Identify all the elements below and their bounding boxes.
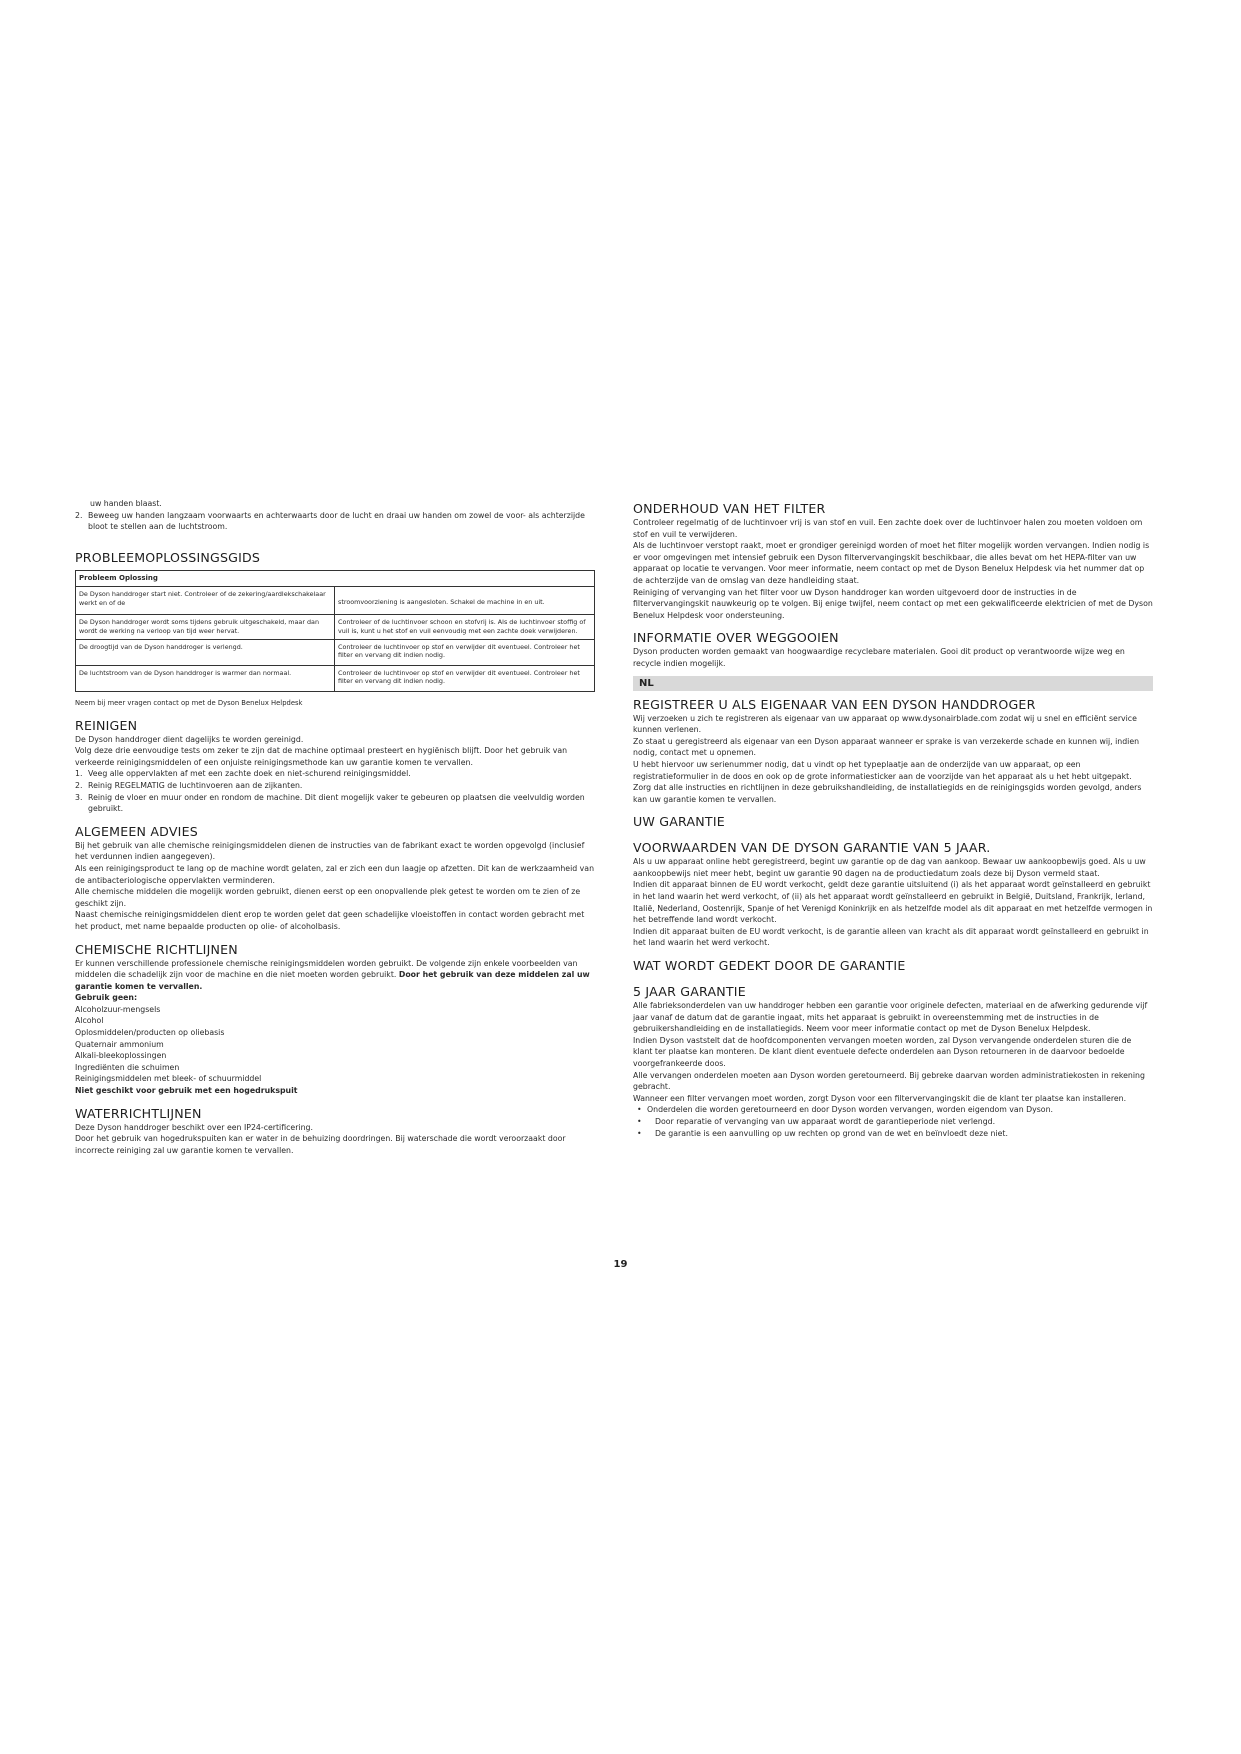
covered-heading: WAT WORDT GEDEKT DOOR DE GARANTIE bbox=[633, 958, 906, 974]
list-text: Reinig de vloer en muur onder en rondom de machine. Dit dient mogelijk vaker te gebeuren op plaatsen die veelvuldig worden gebruikt. bbox=[88, 792, 585, 814]
right-column bbox=[633, 501, 1153, 1139]
register-paragraph: Zo staat u geregistreerd als eigenaar van een Dyson apparaat wanneer er sprake is van verzekerde schade en kunnen wij, indien nodig, contact met u opnemen. bbox=[633, 736, 1140, 758]
advice-paragraph: Bij het gebruik van alle chemische reinigingsmiddelen dienen de instructies van de fabrikant exact te worden opgevolgd (inclusief het verdunnen indien aangegeven). bbox=[75, 840, 585, 862]
five-year-paragraph: Alle vervangen onderdelen moeten aan Dyson worden geretourneerd. Bij gebreke daarvan worden administratiekosten in rekening gebracht. bbox=[633, 1070, 1145, 1092]
register-paragraph: Zorg dat alle instructies en richtlijnen in deze gebruikshandleiding, de installatiegids en de reinigingsgids worden gevolgd, anders kan uw garantie komen te vervallen. bbox=[633, 783, 1142, 804]
five-year-paragraph: Alle fabrieksonderdelen van uw handdroger hebben een garantie voor originele defecten, materiaal en de afwerking gedurende vijf jaar vanaf de datum dat de garantie ingaat, mits het apparaat is gebruikt in overeenstemming met de instructies in de gebruikershandleiding en de installatiegids. Neem voor meer informatie contact op met de Dyson Benelux Helpdesk. bbox=[633, 1001, 1148, 1034]
filter-paragraph: Als de luchtinvoer verstopt raakt, moet er grondiger gereinigd worden of moet het filter mogelijk worden vervangen. Indien nodig is er voor omgevingen met intensief gebruik een Dyson filtervervangingskit beschikbaar, die alles bevat om het HEPA-filter van uw apparaat op locatie te vervangen. Voor meer informatie, neem contact op met de Dyson Benelux Helpdesk via het nummer dat op de achterzijde van de omslag van deze handleiding staat. bbox=[633, 541, 1150, 585]
list-item bbox=[633, 1128, 1153, 1140]
intro-continuation: uw handen blaast. bbox=[90, 499, 162, 508]
list-number: 2. bbox=[75, 780, 83, 790]
disposal-paragraph: Dyson producten worden gemaakt van hoogwaardige recyclebare materialen. Gooi dit product op verantwoorde wijze weg en recycle indien mogelijk. bbox=[633, 647, 1125, 668]
terms-heading: VOORWAARDEN VAN DE DYSON GARANTIE VAN 5 JAAR. bbox=[633, 840, 991, 856]
advice-paragraph: Alle chemische middelen die mogelijk worden gebruikt, dienen eerst op een onopvallende plek getest te worden om te zien of ze geschikt zijn. bbox=[75, 887, 581, 908]
table-cell-solution: stroomvoorziening is aangesloten. Schakel de machine in en uit. bbox=[335, 587, 595, 615]
table-cell-solution: Controleer de luchtinvoer op stof en verwijder dit eventueel. Controleer het filter en vervang dit indien nodig. bbox=[335, 640, 595, 666]
advice-paragraph: Naast chemische reinigingsmiddelen dient erop te worden gelet dat geen schadelijke vloeistoffen in contact worden gebracht met het product, met name bepaalde producten op olie- of alcoholbasis. bbox=[75, 910, 585, 931]
water-paragraph: Door het gebruik van hogedrukspuiten kan er water in de behuizing doordringen. Bij waterschade die wordt veroorzaakt door incorrecte reiniging zal uw garantie komen te vervallen. bbox=[75, 1134, 566, 1155]
list-item bbox=[633, 1104, 1153, 1116]
list-number: 1. bbox=[75, 769, 83, 779]
list-item bbox=[75, 768, 597, 780]
troubleshooting-heading: PROBLEEMOPLOSSINGSGIDS bbox=[75, 549, 261, 565]
table-cell-solution: Controleer of de luchtinvoer schoon en stofvrij is. Als de luchtinvoer stoffig of vuil is, kunt u het stof en vuil eenvoudig met een zachte doek verwijderen. bbox=[335, 615, 595, 640]
language-tag: NL bbox=[633, 676, 1153, 691]
table-cell-problem: De Dyson handdroger start niet. Controleer of de zekering/aardlekschakelaar werkt en of de bbox=[76, 587, 335, 615]
table-row bbox=[76, 615, 595, 640]
list-item: Reinigingsmiddelen met bleek- of schuurmiddel bbox=[75, 1074, 262, 1084]
left-column bbox=[75, 498, 597, 1156]
bullet-icon: • bbox=[637, 1128, 642, 1138]
bullet-icon: • bbox=[637, 1105, 642, 1115]
advice-heading: ALGEMEEN ADVIES bbox=[75, 823, 198, 839]
bullet-icon: • bbox=[637, 1116, 642, 1126]
terms-paragraph: Indien dit apparaat binnen de EU wordt verkocht, geldt deze garantie uitsluitend (i) als het apparaat wordt geïnstalleerd en gebruikt in het land waarin het werd verkocht, of (ii) als het apparaat wordt geïnstalleerd en gebruikt in België, Duitsland, Frankrijk, Ierland, Italië, Nederland, Oostenrijk, Spanje of het Verenigd Koninkrijk en als hetzelfde model als dit apparaat en met hetzelfde vermogen in het betreffende land wordt verkocht. bbox=[633, 880, 1153, 925]
table-cell-problem: De Dyson handdroger wordt soms tijdens gebruik uitgeschakeld, maar dan wordt de werking na verloop van tijd weer hervat. bbox=[76, 615, 335, 640]
list-item: Alkali-bleekoplossingen bbox=[75, 1051, 167, 1061]
cleaning-paragraph: Volg deze drie eenvoudige tests om zeker te zijn dat de machine optimaal presteert en hygiënisch blijft. Door het gebruik van verkeerde reinigingsmiddelen of een onjuiste reinigingsmethode kan uw garantie komen te vervallen. bbox=[75, 746, 568, 767]
chemical-heading: CHEMISCHE RICHTLIJNEN bbox=[75, 941, 238, 957]
filter-paragraph: Controleer regelmatig of de luchtinvoer vrij is van stof en vuil. Een zachte doek over de luchtinvoer halen zou moeten voldoen om stof en vuil te verwijderen. bbox=[633, 518, 1143, 539]
chemical-last-note: Niet geschikt voor gebruik met een hogedrukspuit bbox=[75, 1086, 298, 1096]
chemical-dont-label: Gebruik geen: bbox=[75, 993, 138, 1003]
warranty-heading: UW GARANTIE bbox=[633, 814, 725, 830]
table-cell-solution: Controleer de luchtinvoer op stof en verwijder dit eventueel. Controleer het filter en vervang dit indien nodig. bbox=[335, 666, 595, 692]
list-item: Oplosmiddelen/producten op oliebasis bbox=[75, 1028, 225, 1038]
water-paragraph: Deze Dyson handdroger beschikt over een IP24-certificering. bbox=[75, 1122, 313, 1132]
table-row bbox=[76, 640, 595, 666]
terms-paragraph: Indien dit apparaat buiten de EU wordt verkocht, is de garantie alleen van kracht als dit apparaat wordt geïnstalleerd en gebruikt in het land waarin het werd verkocht. bbox=[633, 926, 1149, 948]
filter-paragraph: Reiniging of vervanging van het filter voor uw Dyson handdroger kan worden uitgevoerd door de instructies in de filtervervangingskit nauwkeurig op te volgen. Bij enige twijfel, neem contact op met een gekwalificeerde elektricien of met de Dyson Benelux Helpdesk voor ondersteuning. bbox=[633, 587, 1153, 620]
table-note: Neem bij meer vragen contact op met de Dyson Benelux Helpdesk bbox=[75, 699, 303, 707]
list-text: De garantie is een aanvulling op uw rechten op grond van de wet en beïnvloedt deze niet. bbox=[655, 1128, 1008, 1138]
filter-heading: ONDERHOUD VAN HET FILTER bbox=[633, 501, 826, 516]
five-year-paragraph: Wanneer een filter vervangen moet worden, zorgt Dyson voor een filtervervangingskit die de klant ter plaatse kan installeren. bbox=[633, 1093, 1127, 1103]
list-text: Veeg alle oppervlakten af met een zachte doek en niet-schurend reinigingsmiddel. bbox=[88, 769, 411, 779]
list-item bbox=[633, 1116, 1153, 1128]
table-cell-problem: De droogtijd van de Dyson handdroger is verlengd. bbox=[76, 640, 335, 666]
list-text: Onderdelen die worden geretourneerd en door Dyson worden vervangen, worden eigendom van Dyson. bbox=[647, 1105, 1053, 1115]
terms-paragraph: Als u uw apparaat online hebt geregistreerd, begint uw garantie op de dag van aankoop. Bewaar uw aankoopbewijs goed. Als u uw aankoopbewijs niet meer hebt, begint uw garantie 90 dagen na de productiedatum zoals deze bij Dyson vermeld staat. bbox=[633, 857, 1146, 878]
list-item: Alcoholzuur-mengsels bbox=[75, 1004, 161, 1014]
register-paragraph: U hebt hiervoor uw serienummer nodig, dat u vindt op het typeplaatje aan de onderzijde van uw apparaat, op een registratieformulier in de doos en ook op de grote informatiesticker aan de voorzijde van het apparaat als u het hebt uitgepakt. bbox=[633, 759, 1132, 781]
register-paragraph: Wij verzoeken u zich te registreren als eigenaar van uw apparaat op www.dysonairblade.com zodat wij u snel en efficiënt service kunnen verlenen. bbox=[633, 713, 1137, 735]
list-item bbox=[75, 510, 597, 533]
list-text: Reinig REGELMATIG de luchtinvoeren aan de zijkanten. bbox=[88, 780, 303, 790]
chemical-warning: Door het gebruik van deze middelen zal uw garantie komen te vervallen. bbox=[75, 970, 590, 991]
list-text: Door reparatie of vervanging van uw apparaat wordt de garantieperiode niet verlengd. bbox=[655, 1116, 996, 1126]
list-item: Ingrediënten die schuimen bbox=[75, 1062, 180, 1072]
list-item bbox=[75, 792, 597, 815]
five-year-heading: 5 JAAR GARANTIE bbox=[633, 984, 746, 1000]
table-row bbox=[76, 666, 595, 692]
register-heading: REGISTREER U ALS EIGENAAR VAN EEN DYSON HANDDROGER bbox=[633, 696, 1036, 712]
table-cell-problem: De luchtstroom van de Dyson handdroger is warmer dan normaal. bbox=[76, 666, 335, 692]
list-text: Beweeg uw handen langzaam voorwaarts en achterwaarts door de lucht en draai uw handen om zowel de voor- als achterzijde bloot te stellen aan de luchtstroom. bbox=[88, 510, 585, 532]
table-header: Probleem Oplossing bbox=[76, 570, 595, 586]
intro-list bbox=[75, 510, 597, 533]
warranty-bullet-list bbox=[633, 1104, 1153, 1139]
page-number: 19 bbox=[613, 1259, 628, 1270]
cleaning-list bbox=[75, 768, 597, 814]
list-item bbox=[75, 780, 597, 792]
list-item: Quaternair ammonium bbox=[75, 1039, 164, 1049]
disposal-heading: INFORMATIE OVER WEGGOOIEN bbox=[633, 630, 839, 646]
table-row bbox=[76, 587, 595, 615]
cleaning-paragraph: De Dyson handdroger dient dagelijks te worden gereinigd. bbox=[75, 734, 304, 744]
cleaning-heading: REINIGEN bbox=[75, 717, 138, 733]
list-number: 3. bbox=[75, 792, 83, 802]
five-year-paragraph: Indien Dyson vaststelt dat de hoofdcomponenten vervangen moeten worden, zal Dyson vervangende onderdelen sturen die de klant ter plaatse kan monteren. De klant dient eventuele defecte onderdelen aan Dyson retourneren in de daarvoor bedoelde voorgefrankeerde doos. bbox=[633, 1035, 1132, 1068]
advice-paragraph: Als een reinigingsproduct te lang op de machine wordt gelaten, zal er zich een dun laagje op afzetten. Dit kan de werkzaamheid van de antibacteriologische oppervlakten verminderen. bbox=[75, 863, 595, 885]
chemical-paragraph bbox=[75, 958, 597, 993]
water-heading: WATERRICHTLIJNEN bbox=[75, 1105, 202, 1121]
chemical-text: Er kunnen verschillende professionele chemische reinigingsmiddelen worden gebruikt. De volgende zijn enkele voorbeelden van middelen die schadelijk zijn voor de machine en die niet moeten worden gebruikt. bbox=[75, 958, 578, 980]
list-item: Alcohol bbox=[75, 1016, 104, 1026]
list-number: 2. bbox=[75, 510, 83, 520]
troubleshooting-table bbox=[75, 570, 595, 692]
